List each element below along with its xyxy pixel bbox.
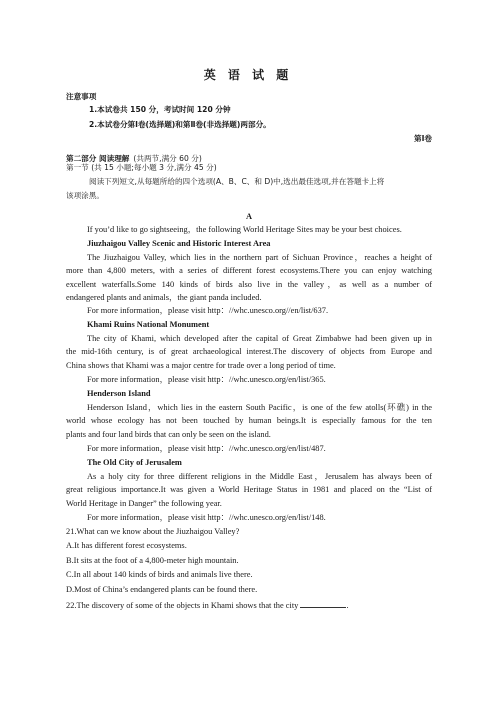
site-line: The Jiuzhaigou Valley, which lies in the northern part of Sichuan Province，reaches a height of: [87, 253, 432, 262]
instruction-line-2: 该项涂黑。: [66, 191, 104, 200]
site-line: As a holy city for three different religions in the Middle East，Jerusalem has always been of: [87, 472, 432, 481]
part-heading-note: (共两节,满分 60 分): [133, 154, 202, 163]
question-stem: 22.The discovery of some of the objects in Khami shows that the city: [66, 601, 299, 610]
question-stem: 21.What can we know about the Jiuzhaigou Valley?: [66, 527, 240, 536]
page-title: 英 语 试 题: [203, 68, 293, 82]
question-21: [66, 526, 432, 595]
question-22: [66, 600, 432, 611]
notes-item-1: 1.本试卷共 150 分，考试时间 120 分钟: [89, 105, 231, 114]
site-heading-henderson: Henderson Island: [87, 389, 151, 398]
site-line: the mid-16th century, is of great archaeological interest.The discovery of objects from Europe and: [66, 347, 432, 357]
site-line: The city of Khami, which developed after the capital of Great Zimbabwe had been given up in: [87, 334, 432, 343]
site-body-henderson: [66, 402, 432, 440]
site-line: world whose ecology has not been touched by human beings.It is especially famous for the ten: [66, 416, 432, 426]
instruction-line-1: 阅读下列短文,从每题所给的四个选项(A、B、C、和 D)中,选出最佳选项,并在答题卡上将: [89, 177, 385, 186]
site-line: great religious importance.It was given a World Heritage Status in 1981 and placed on the “List of: [66, 485, 432, 495]
site-line: endangered plants and animals，the giant panda included.: [66, 293, 262, 303]
volume-label: 第Ⅰ卷: [413, 134, 432, 143]
watermark: [432, 476, 492, 488]
site-info-henderson: For more information，please visit http：//whc.unesco.org/en/list/487.: [87, 444, 326, 453]
option-c: C.In all about 140 kinds of birds and animals live there.: [66, 570, 253, 580]
site-heading-jiuzhaigou: Jiuzhaigou Valley Scenic and Historic Interest Area: [87, 239, 271, 248]
site-info-khami: For more information，please visit http：//whc.unesco.org/en/list/365.: [87, 375, 326, 384]
notes-heading: 注意事项: [66, 92, 97, 101]
site-body-jerusalem: [66, 471, 432, 509]
site-body-jiuzhaigou: [66, 252, 432, 304]
passage-label: A: [245, 212, 253, 221]
site-line: China shows that Khami was a major centre for trade over a long period of time.: [66, 360, 336, 370]
site-heading-jerusalem: The Old City of Jerusalem: [87, 458, 182, 467]
site-body-khami: [66, 333, 432, 371]
site-info-jerusalem: For more information，please visit http：//whc.unesco.org/en/list/148.: [87, 513, 326, 522]
notes-item-2: 2.本试卷分第Ⅰ卷(选择题)和第Ⅱ卷(非选择题)两部分。: [89, 120, 271, 129]
answer-blank: [300, 600, 349, 610]
option-a: A.It has different forest ecosystems.: [66, 541, 187, 551]
question-stem-end: .: [346, 601, 349, 610]
section-heading: 第一节 (共 15 小题;每小题 3 分,满分 45 分): [66, 163, 217, 172]
site-line: excellent waterfalls.Some 140 kinds of birds also live in the valley，as well as a number of: [66, 279, 432, 289]
site-line: plants and four land birds that can only be seen on the island.: [66, 429, 271, 439]
option-b: B.It sits at the foot of a 4,800-meter high mountain.: [66, 555, 239, 565]
passage-intro: If you’d like to go sightseeing，the following World Heritage Sites may be your best choices.: [87, 225, 402, 234]
site-heading-khami: Khami Ruins National Monument: [87, 320, 210, 329]
site-line: World Heritage in Danger” the following year.: [66, 498, 222, 508]
option-d: D.Most of China’s endangered plants can be found there.: [66, 584, 258, 594]
site-info-jiuzhaigou: For more information，please visit http：//whc.unesco.org//en/list/637.: [87, 306, 329, 315]
site-line: more than 4,800 meters, with a series of different forest ecosystems.There you can enjoy watching: [66, 266, 432, 276]
site-line: Henderson Island，which lies in the eastern South Pacific，is one of the few atolls(环礁) in the: [87, 403, 432, 412]
part-heading: 第二部分 阅读理解: [66, 154, 130, 163]
